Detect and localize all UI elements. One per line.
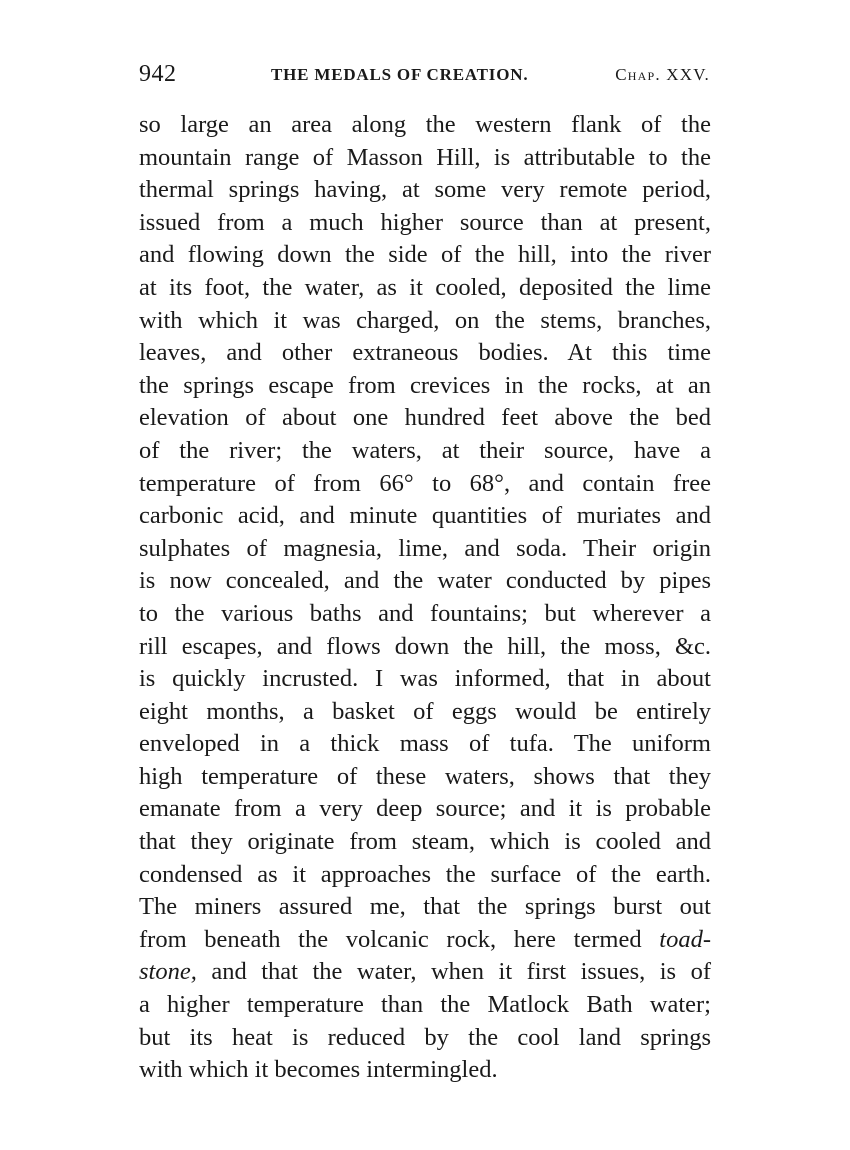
running-title: THE MEDALS OF CREATION. xyxy=(271,65,529,84)
page-header xyxy=(139,58,710,90)
text-line: issued from a much higher source than at present, xyxy=(139,208,711,236)
text-line: from beneath the volcanic rock, here termed toad- xyxy=(139,925,711,953)
text-line: stone, and that the water, when it first issues, is of xyxy=(139,958,711,986)
text-line: but its heat is reduced by the cool land springs xyxy=(139,1023,711,1051)
text-line: leaves, and other extraneous bodies. At this time xyxy=(139,339,711,367)
text-line: rill escapes, and flows down the hill, the moss, &c. xyxy=(139,632,711,660)
text-line: The miners assured me, that the springs burst out xyxy=(139,893,711,921)
text-line: with which it was charged, on the stems, branches, xyxy=(139,306,711,334)
text-line: condensed as it approaches the surface of the earth. xyxy=(139,860,711,888)
text-line: and flowing down the side of the hill, into the river xyxy=(139,241,711,269)
text-line: a higher temperature than the Matlock Bath water; xyxy=(139,991,711,1019)
italic-term: stone, xyxy=(139,958,197,986)
body-text xyxy=(139,109,711,1087)
text-line: high temperature of these waters, shows that they xyxy=(139,762,711,790)
text-line: the springs escape from crevices in the rocks, at an xyxy=(139,371,711,399)
text-line: enveloped in a thick mass of tufa. The uniform xyxy=(139,730,711,758)
italic-term: toad- xyxy=(659,925,711,953)
text-line: sulphates of magnesia, lime, and soda. Their origin xyxy=(139,534,711,562)
text-line: temperature of from 66° to 68°, and contain free xyxy=(139,469,711,497)
text-line: of the river; the waters, at their source, have a xyxy=(139,436,711,464)
chapter-label: Chap. XXV. xyxy=(615,65,710,84)
text-line: is now concealed, and the water conducted by pipes xyxy=(139,567,711,595)
text-line: to the various baths and fountains; but wherever a xyxy=(139,599,711,627)
text-line: is quickly incrusted. I was informed, that in about xyxy=(139,665,711,693)
text-line: at its foot, the water, as it cooled, deposited the lime xyxy=(139,273,711,301)
text-line: thermal springs having, at some very remote period, xyxy=(139,176,711,204)
text-line: so large an area along the western flank of the xyxy=(139,111,711,138)
text-line: emanate from a very deep source; and it is probable xyxy=(139,795,711,823)
page-number: 942 xyxy=(139,61,177,87)
text-line: with which it becomes intermingled. xyxy=(139,1056,498,1084)
text-line: eight months, a basket of eggs would be entirely xyxy=(139,697,711,725)
text-line: elevation of about one hundred feet above the bed xyxy=(139,404,711,432)
text-line: that they originate from steam, which is cooled and xyxy=(139,828,711,856)
text-line: carbonic acid, and minute quantities of muriates and xyxy=(139,502,711,530)
text-line: mountain range of Masson Hill, is attributable to the xyxy=(139,143,711,171)
